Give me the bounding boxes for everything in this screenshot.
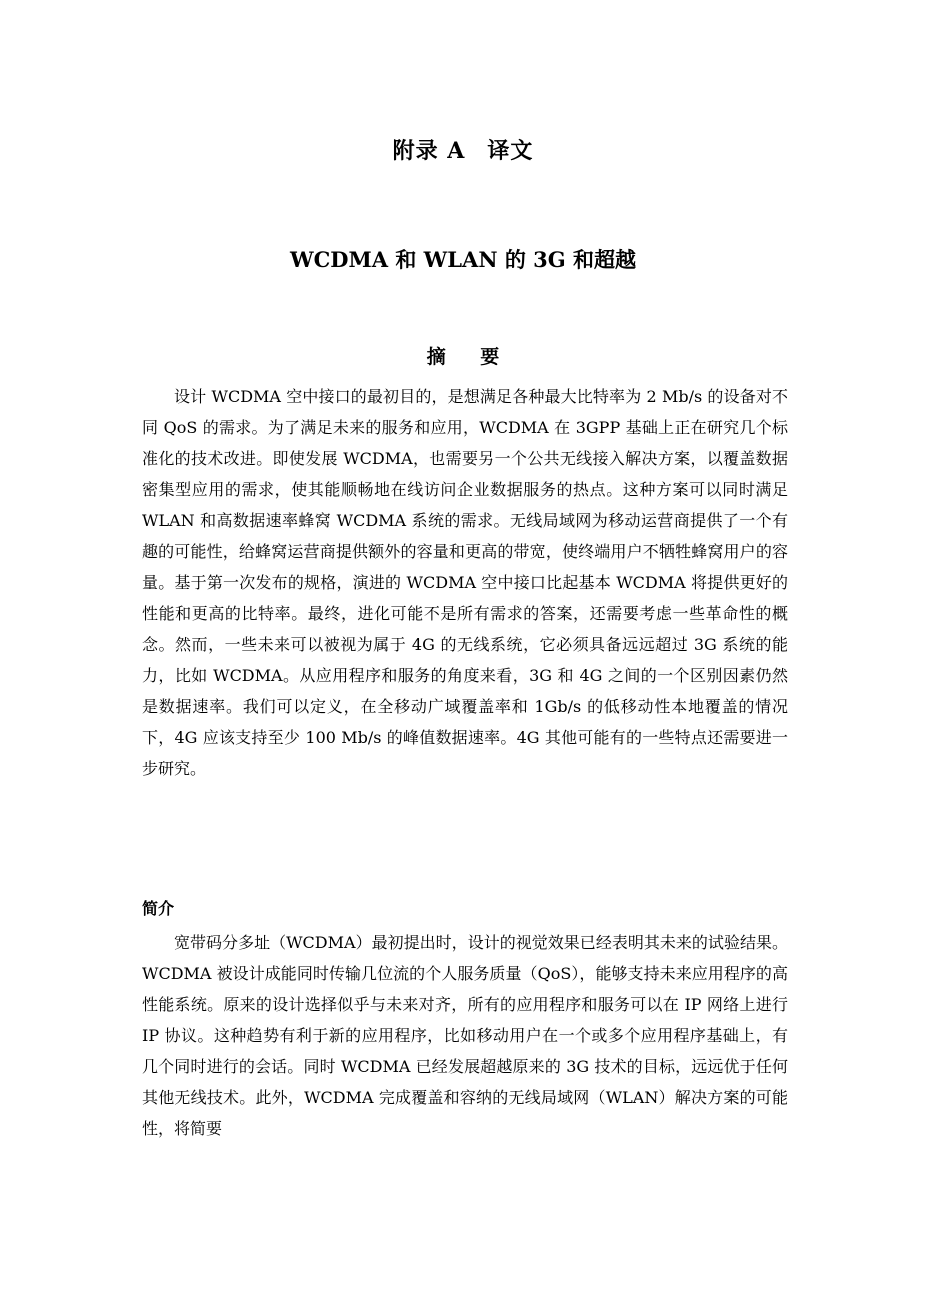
abstract-section	[142, 381, 788, 784]
introduction-paragraph: 宽带码分多址（WCDMA）最初提出时，设计的视觉效果已经表明其未来的试验结果。WCDMA 被设计成能同时传输几位流的个人服务质量（QoS），能够支持未来应用程序的高性能系统。原来的设计选择似乎与未来对齐，所有的应用程序和服务可以在 IP 网络上进行 IP 协议。这种趋势有利于新的应用程序，比如移动用户在一个或多个应用程序基础上，有几个同时进行的会话。同时 WCDMA 已经发展超越原来的 3G 技术的目标，远远优于任何其他无线技术。此外，WCDMA 完成覆盖和容纳的无线局域网（WLAN）解决方案的可能性，将简要	[142, 933, 788, 1138]
appendix-title	[0, 134, 926, 165]
introduction-heading: 简介	[142, 899, 175, 918]
abstract-heading: 摘 要	[426, 346, 514, 368]
paper-title: WCDMA 和 WLAN 的 3G 和超越	[290, 247, 636, 272]
appendix-subtitle: 译文	[487, 138, 534, 164]
appendix-label: 附录 A	[392, 138, 466, 164]
abstract-paragraph: 设计 WCDMA 空中接口的最初目的，是想满足各种最大比特率为 2 Mb/s 的设备对不同 QoS 的需求。为了满足未来的服务和应用，WCDMA 在 3GPP 基础上正在研究几个标准化的技术改进。即使发展 WCDMA，也需要另一个公共无线接入解决方案，以覆盖数据密集型应用的需求，使其能顺畅地在线访问企业数据服务的热点。这种方案可以同时满足 WLAN 和高数据速率蜂窝 WCDMA 系统的需求。无线局域网为移动运营商提供了一个有趣的可能性，给蜂窝运营商提供额外的容量和更高的带宽，使终端用户不牺牲蜂窝用户的容量。基于第一次发布的规格，演进的 WCDMA 空中接口比起基本 WCDMA 将提供更好的性能和更高的比特率。最终，进化可能不是所有需求的答案，还需要考虑一些革命性的概念。然而，一些未来可以被视为属于 4G 的无线系统，它必须具备远远超过 3G 系统的能力，比如 WCDMA。从应用程序和服务的角度来看，3G 和 4G 之间的一个区别因素仍然是数据速率。我们可以定义，在全移动广域覆盖率和 1Gb/s 的低移动性本地覆盖的情况下，4G 应该支持至少 100 Mb/s 的峰值数据速率。4G 其他可能有的一些特点还需要进一步研究。	[142, 387, 788, 778]
introduction-section	[142, 927, 788, 1144]
